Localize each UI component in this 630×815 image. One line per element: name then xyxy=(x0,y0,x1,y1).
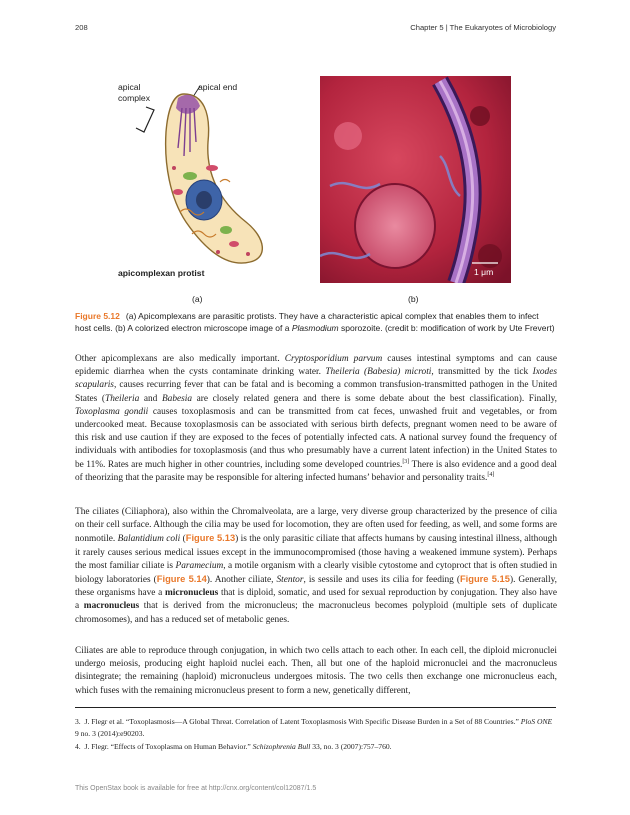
text: Ciliates are able to reproduce through conjugation, in which two cells attach to each other. In each cell, the diploid micronuclei undergo meiosis, producing eight haploid nuclei each. Then, all but one of the haploid micronuclei and the macronucleus disintegrate; the remaining (haploid) micronucleus undergoes mitosis. The two cells then exchange one micronucleus each, which fuses with the remaining micronucleus present to form a new, genetically different, xyxy=(75,646,557,696)
figure-5-15-link[interactable]: Figure 5.15 xyxy=(459,574,510,585)
page-number: 208 xyxy=(75,23,88,32)
text: J. Flegr et al. “Toxoplasmosis—A Global Threat. Correlation of Latent Toxoplasmosis With Specific Disease Burden in a Set of 88 Countries.” xyxy=(84,717,521,726)
text: and xyxy=(139,393,162,404)
text: are closely related genera and there is some debate about the best classification). Finally, xyxy=(192,393,557,404)
species-name: Theileria (Babesia) microti xyxy=(325,367,432,378)
text: ). Another ciliate, xyxy=(206,575,277,586)
label-apical-end: apical end xyxy=(198,82,238,92)
text: The ciliates (Ciliaphora), also within the Chromalveolata, are a large, very diverse group characterized by the presence of cilia on their cell surface. Although the cilia may be used for locomotion, they are often used for feeding, as well, and some forms are nonmotile. xyxy=(75,507,557,545)
apicomplexan-cell-drawing xyxy=(108,72,298,282)
caption-italic: Plasmodium xyxy=(291,322,339,333)
caption-text-end: sporozoite. (credit b: modification of work by Ute Frevert) xyxy=(338,322,555,333)
species-name: Stentor xyxy=(276,575,304,586)
species-name: Balantidium coli xyxy=(117,534,181,545)
page-footer: This OpenStax book is available for free at http://cnx.org/content/col12087/1.5 xyxy=(75,785,317,792)
species-name: Cryptosporidium parvum xyxy=(284,354,383,364)
journal-name: Schizophrenia Bull xyxy=(252,742,311,751)
text: There is also evidence and a good deal of theorizing that the parasite may be responsible for altering infected humans’ behavior and personality traits. xyxy=(75,459,557,483)
text: 33, no. 3 (2007):757–760. xyxy=(310,742,392,751)
text: J. Flegr. “Effects of Toxoplasma on Human Behavior.” xyxy=(84,742,253,751)
text: , transmitted by the tick xyxy=(431,367,533,378)
footnote-ref-3[interactable]: [3] xyxy=(402,458,410,465)
text: ( xyxy=(180,534,186,545)
paragraph-conjugation xyxy=(75,645,557,698)
text: , causes recurring fever that can be fatal and is becoming a common transfusion-transmitted pathogen in the United States ( xyxy=(75,380,557,404)
paragraph-ciliates xyxy=(75,506,557,627)
chapter-title: Chapter 5 | The Eukaryotes of Microbiology xyxy=(410,23,556,32)
text: 9 no. 3 (2014):e90203. xyxy=(75,728,145,738)
text: , is sessile and uses its cilia for feeding ( xyxy=(303,575,460,586)
sporozoite-micrograph xyxy=(320,76,511,283)
panel-b-letter: (b) xyxy=(408,294,419,304)
species-name: Ixodes scapularis xyxy=(75,367,557,391)
text: that is derived from the micronucleus; the macronucleus becomes polyploid (multiple sets of duplicate chromosomes), and has a reduced set of metabolic genes. xyxy=(75,601,558,625)
label-complex: complex xyxy=(118,93,150,103)
species-name: Babesia xyxy=(161,393,193,404)
footnote-divider xyxy=(75,707,556,708)
figure-5-13-link[interactable]: Figure 5.13 xyxy=(185,533,236,544)
panel-a-title: apicomplexan protist xyxy=(118,268,205,278)
text: ) is the only parasitic ciliate that affects humans by causing intestinal illness, although it rarely causes serious medical issues except in the immunocompromised (those having a weakened immune system). Perhaps the most familiar ciliate is xyxy=(75,534,558,571)
micrograph-image xyxy=(320,76,511,283)
journal-name: PloS ONE xyxy=(520,717,553,726)
label-apical: apical xyxy=(118,82,141,92)
text: ). Generally, these organisms have a xyxy=(75,575,557,599)
scale-bar-label: 1 μm xyxy=(474,267,494,277)
text: that is diploid, somatic, and used for sexual reproduction by conjugation. They also have a xyxy=(75,588,557,612)
panel-a-letter: (a) xyxy=(192,294,203,304)
term-macronucleus: macronucleus xyxy=(83,601,140,612)
species-name: Theileria xyxy=(105,393,140,404)
footnote-ref-4[interactable]: [4] xyxy=(487,471,495,478)
text: causes toxoplasmosis and can be transmitted from cat feces, unwashed fruit and vegetables, or from undercooked meat. Because toxoplasmosis can be associated with serious birth defects, pregnant women need to be aware of this risk and use caution if they are exposed to the feces of potentially infected cats. A national survey found the frequency of individuals with antibodies for toxoplasmosis (and thus who presumably have a current latent infection) in the United States to be 11%. Rates are much higher in other countries, including some developed countries. xyxy=(75,406,557,470)
term-micronucleus: micronucleus xyxy=(164,588,219,599)
footnote-number: 4. xyxy=(75,742,81,751)
apicomplexan-illustration xyxy=(108,72,298,282)
caption-text: (a) Apicomplexans are parasitic protists. They have a characteristic apical complex that enables them to infect host cells. (b) A colorized electron microscope image of a xyxy=(75,311,539,333)
footnote-3 xyxy=(75,716,557,739)
footnote-number: 3. xyxy=(75,717,81,726)
figure-number: Figure 5.12 xyxy=(75,311,120,321)
figure-5-14-link[interactable]: Figure 5.14 xyxy=(156,574,207,585)
text: , a motile organism with a clearly visible cytostome and cytoproct that is often studied in biology laboratories ( xyxy=(75,560,557,586)
species-name: Paramecium xyxy=(175,560,224,571)
footnote-4 xyxy=(75,741,557,753)
figure-caption xyxy=(75,311,555,334)
text: Other apicomplexans are also medically important. xyxy=(75,354,285,364)
text: causes intestinal symptoms and can cause epidemic diarrhea when the cysts contaminate drinking water. xyxy=(75,354,557,378)
paragraph-apicomplexans xyxy=(75,353,557,485)
figure-5-12 xyxy=(0,72,630,312)
species-name: Toxoplasma gondii xyxy=(75,406,149,417)
